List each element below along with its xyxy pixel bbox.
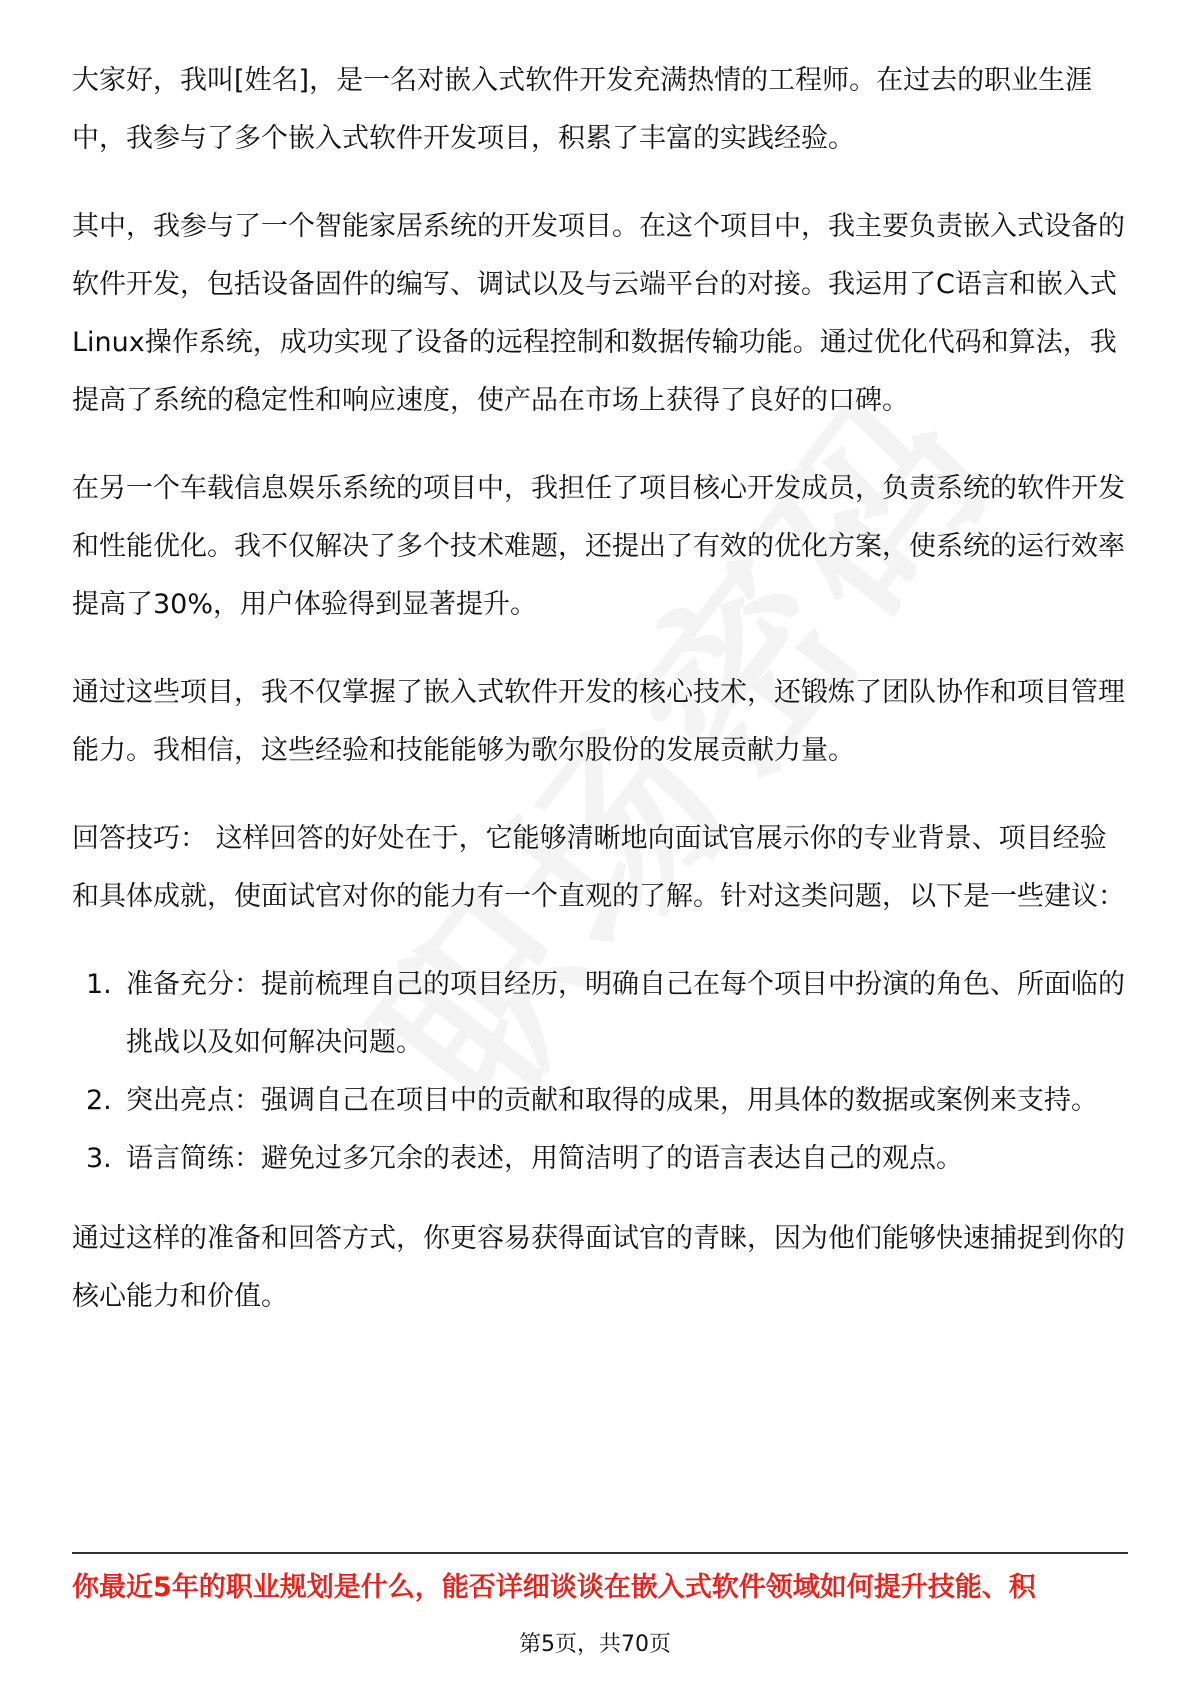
- answer-body: [72, 52, 1132, 1356]
- next-question-heading: 你最近5年的职业规划是什么，能否详细谈谈在嵌入式软件领域如何提升技能、积: [72, 1572, 1036, 1603]
- page-number-footer: 第5页，共70页: [519, 1632, 671, 1657]
- paragraph-summary: 通过这些项目，我不仅掌握了嵌入式软件开发的核心技术，还锻炼了团队协作和项目管理能力。我相信，这些经验和技能能够为歌尔股份的发展贡献力量。: [72, 677, 1125, 766]
- tips-list: [72, 956, 1132, 1188]
- paragraph-closing: 通过这样的准备和回答方式，你更容易获得面试官的青睐，因为他们能够快速捕捉到你的核心能力和价值。: [72, 1223, 1125, 1312]
- list-item-number: 3.: [86, 1143, 112, 1174]
- section-divider: [72, 1552, 1128, 1554]
- list-item-text: 语言简练：避免过多冗余的表述，用简洁明了的语言表达自己的观点。: [126, 1143, 963, 1174]
- list-item: [72, 1130, 1132, 1188]
- list-item-number: 2.: [86, 1085, 112, 1116]
- list-item-number: 1.: [86, 969, 112, 1000]
- list-item-text: 准备充分：提前梳理自己的项目经历，明确自己在每个项目中扮演的角色、所面临的挑战以及如何解决问题。: [126, 969, 1125, 1058]
- list-item: [72, 956, 1132, 1072]
- paragraph-smart-home-project: 其中，我参与了一个智能家居系统的开发项目。在这个项目中，我主要负责嵌入式设备的软件开发，包括设备固件的编写、调试以及与云端平台的对接。我运用了C语言和嵌入式Linux操作系统，成功实现了设备的远程控制和数据传输功能。通过优化代码和算法，我提高了系统的稳定性和响应速度，使产品在市场上获得了良好的口碑。: [72, 211, 1125, 416]
- paragraph-vehicle-infotainment-project: 在另一个车载信息娱乐系统的项目中，我担任了项目核心开发成员，负责系统的软件开发和性能优化。我不仅解决了多个技术难题，还提出了有效的优化方案，使系统的运行效率提高了30%，用户体验得到显著提升。: [72, 473, 1125, 620]
- list-item-text: 突出亮点：强调自己在项目中的贡献和取得的成果，用具体的数据或案例来支持。: [126, 1085, 1098, 1116]
- paragraph-answer-tips: 回答技巧： 这样回答的好处在于，它能够清晰地向面试官展示你的专业背景、项目经验和具体成就，使面试官对你的能力有一个直观的了解。针对这类问题，以下是一些建议：: [72, 823, 1125, 912]
- list-item: [72, 1072, 1132, 1130]
- paragraph-intro: 大家好，我叫[姓名]，是一名对嵌入式软件开发充满热情的工程师。在过去的职业生涯中，我参与了多个嵌入式软件开发项目，积累了丰富的实践经验。: [72, 65, 1093, 154]
